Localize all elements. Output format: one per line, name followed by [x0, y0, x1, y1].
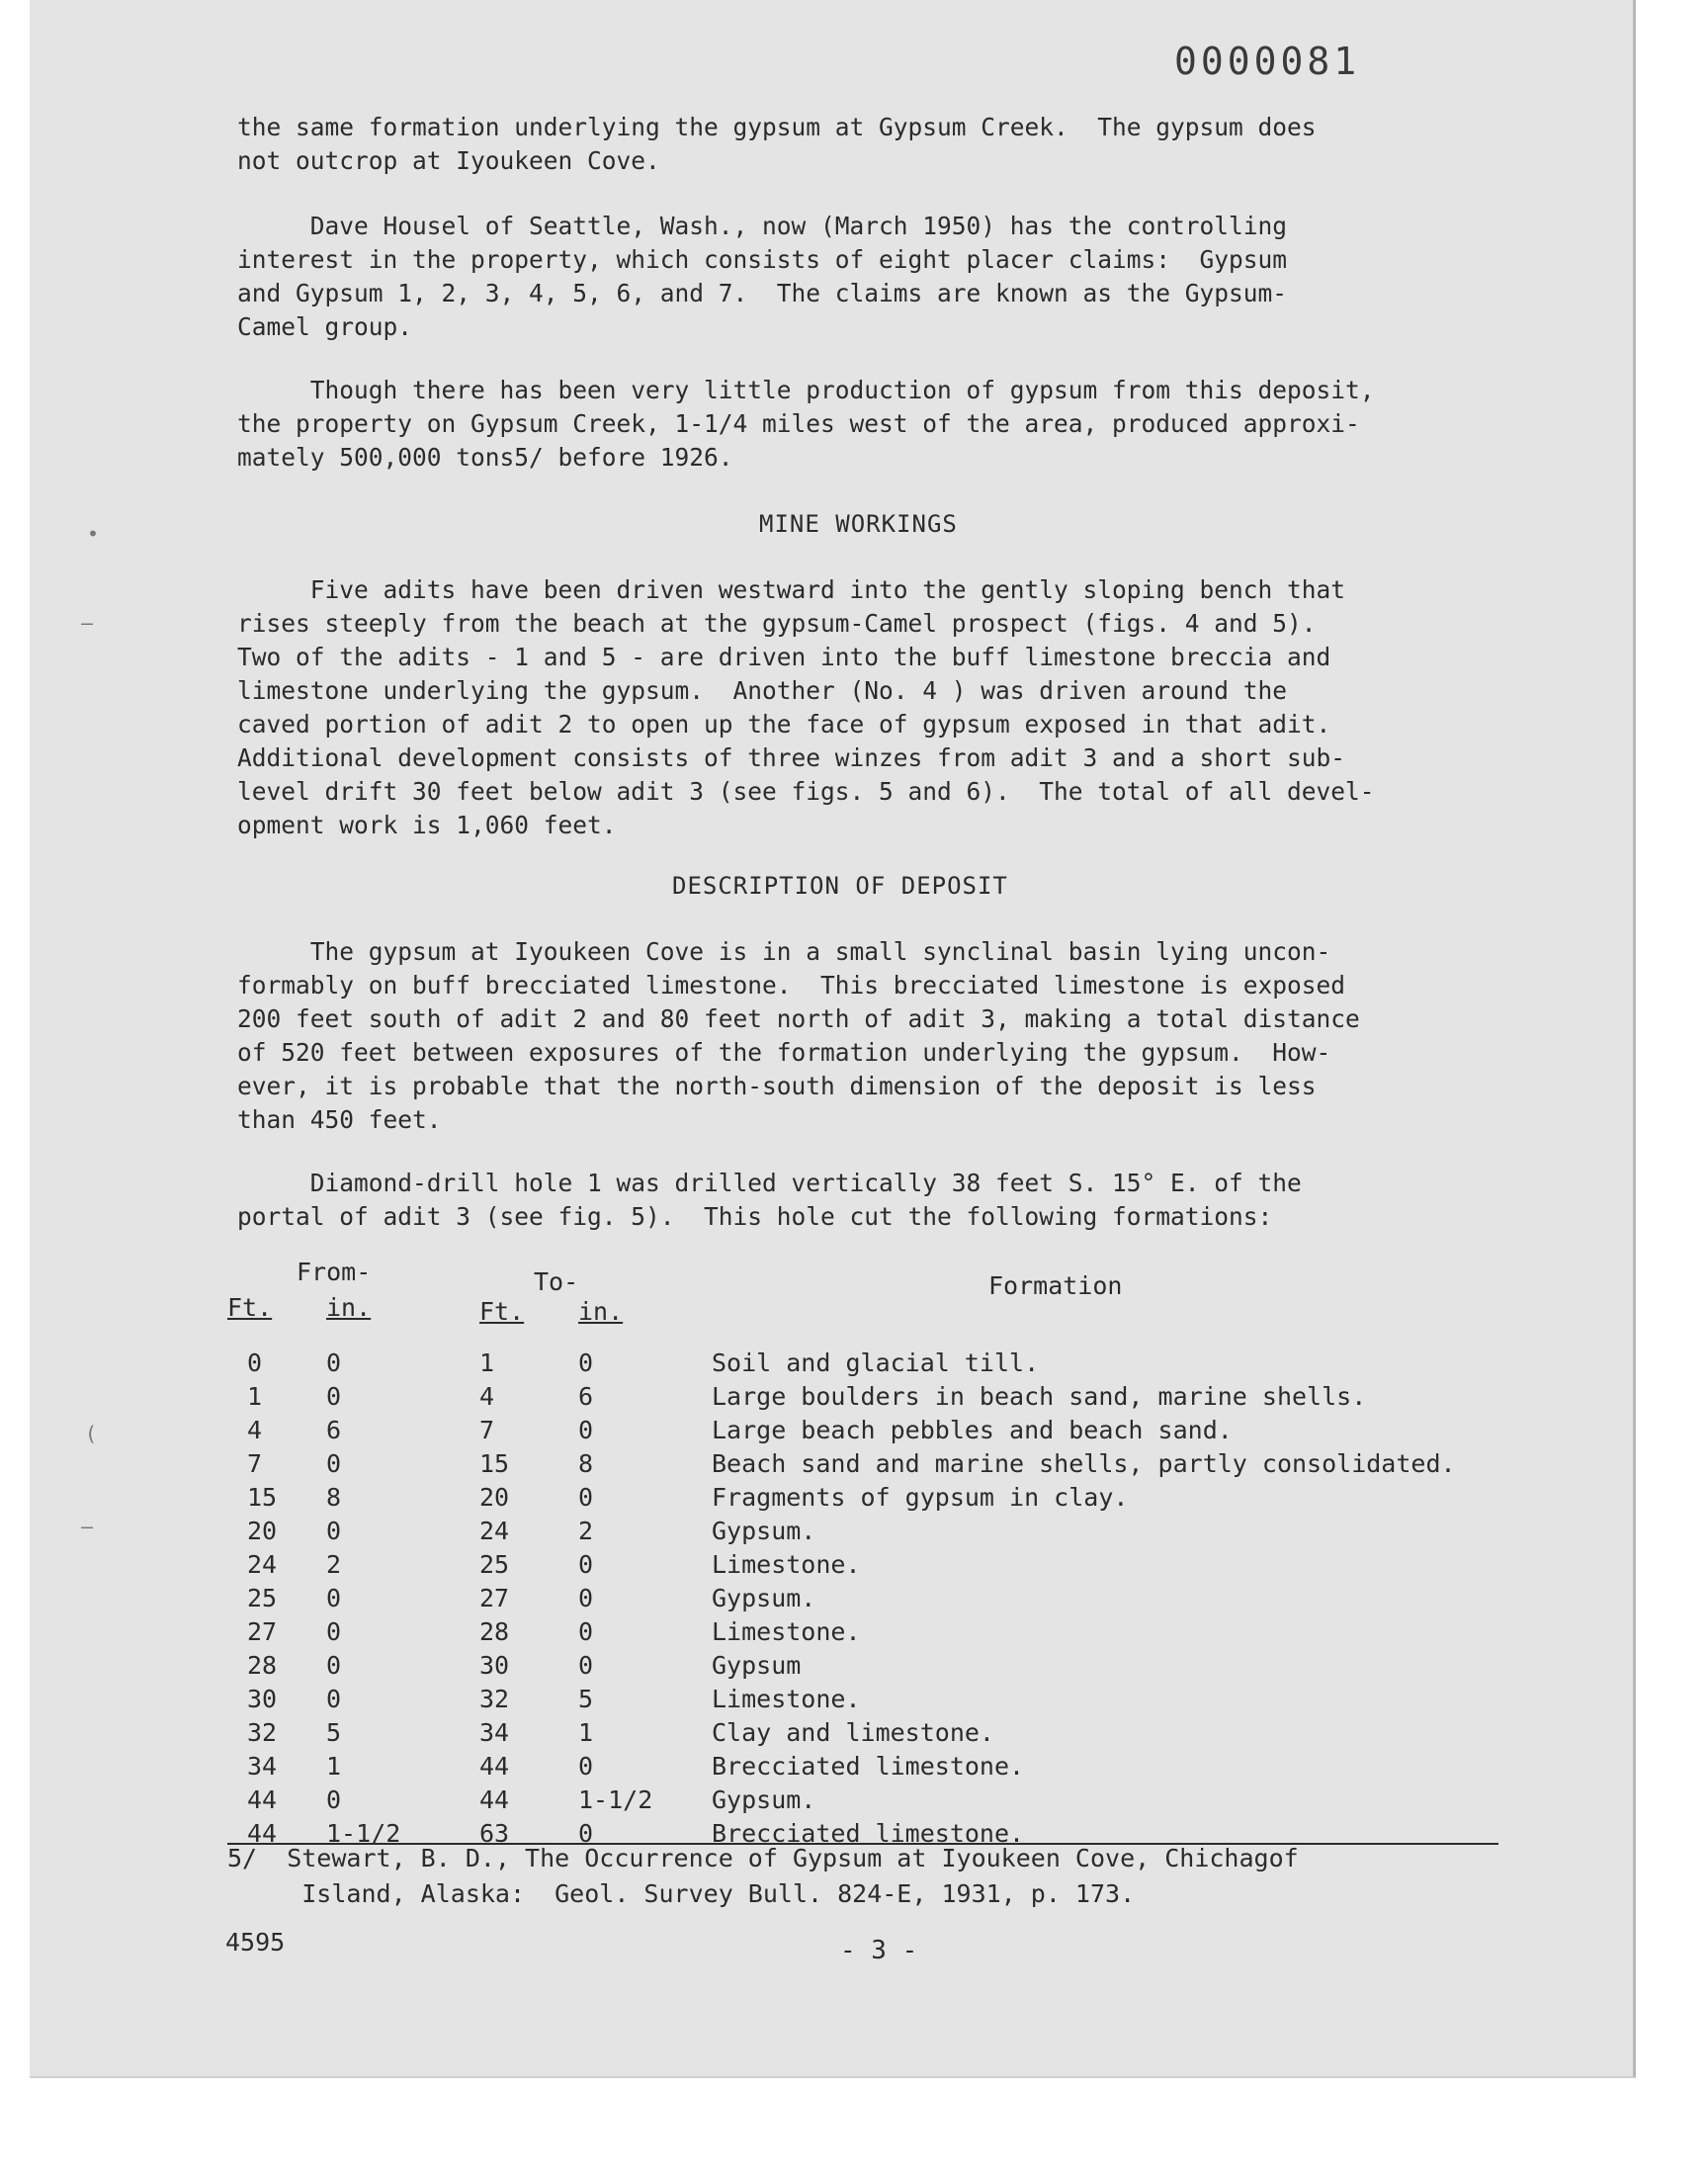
- header-to: To-: [534, 1267, 579, 1296]
- cell-from-ft: 0: [247, 1348, 263, 1377]
- cell-to-in: 0: [578, 1617, 594, 1646]
- header-to-ft: Ft.: [479, 1297, 525, 1326]
- cell-to-ft: 27: [479, 1584, 510, 1612]
- cell-from-ft: 30: [247, 1685, 278, 1713]
- cell-to-ft: 44: [479, 1785, 510, 1814]
- header-from-in: in.: [326, 1293, 372, 1322]
- cell-from-in: 1: [326, 1752, 342, 1781]
- cell-to-in: 0: [578, 1348, 594, 1377]
- paragraph-drill-hole: Diamond-drill hole 1 was drilled vertically 38 feet S. 15° E. of the portal of adit 3 (see fig. 5). This hole cut the following formations:: [237, 1169, 1302, 1231]
- cell-to-in: 0: [578, 1550, 594, 1579]
- cell-from-ft: 28: [247, 1651, 278, 1680]
- table-row: [227, 1449, 1552, 1483]
- cell-to-ft: 28: [479, 1617, 510, 1646]
- cell-from-in: 0: [326, 1685, 342, 1713]
- cell-formation: Clay and limestone.: [712, 1718, 994, 1747]
- cell-from-ft: 25: [247, 1584, 278, 1612]
- cell-formation: Brecciated limestone.: [712, 1752, 1025, 1781]
- cell-from-ft: 15: [247, 1483, 278, 1512]
- cell-to-ft: 1: [479, 1348, 495, 1377]
- cell-from-in: 0: [326, 1584, 342, 1612]
- cell-to-in: 5: [578, 1685, 594, 1713]
- cell-from-in: 0: [326, 1651, 342, 1680]
- cell-to-ft: 44: [479, 1752, 510, 1781]
- cell-formation: Brecciated limestone.: [712, 1819, 1025, 1848]
- table-row: [227, 1517, 1552, 1550]
- cell-formation: Limestone.: [712, 1550, 861, 1579]
- cell-from-ft: 44: [247, 1819, 278, 1848]
- cell-formation: Limestone.: [712, 1617, 861, 1646]
- cell-from-in: 0: [326, 1785, 342, 1814]
- cell-from-in: 2: [326, 1550, 342, 1579]
- paragraph-ownership: Dave Housel of Seattle, Wash., now (March 1950) has the controlling interest in the property, which consists of eight placer claims: Gypsum and Gypsum 1, 2, 3, 4, 5, 6, and 7. The claims are known as the Gypsum- Camel group.: [237, 212, 1288, 341]
- table-row: [227, 1685, 1552, 1718]
- cell-from-ft: 32: [247, 1718, 278, 1747]
- table-row: [227, 1752, 1552, 1785]
- cell-from-in: 0: [326, 1348, 342, 1377]
- cell-to-ft: 20: [479, 1483, 510, 1512]
- table-row: [227, 1382, 1552, 1416]
- cell-formation: Large boulders in beach sand, marine shells.: [712, 1382, 1367, 1411]
- cell-to-in: 0: [578, 1752, 594, 1781]
- cell-formation: Gypsum.: [712, 1517, 816, 1545]
- cell-from-ft: 34: [247, 1752, 278, 1781]
- header-from: From-: [297, 1258, 372, 1286]
- cell-formation: Gypsum.: [712, 1584, 816, 1612]
- cell-formation: Gypsum.: [712, 1785, 816, 1814]
- cell-from-in: 0: [326, 1449, 342, 1478]
- punch-mark: •: [87, 522, 100, 546]
- footnote: 5/ Stewart, B. D., The Occurrence of Gypsum at Iyoukeen Cove, Chichagof Island, Alaska: Geol. Survey Bull. 824-E, 1931, p. 173.: [227, 1844, 1299, 1908]
- cell-to-in: 2: [578, 1517, 594, 1545]
- cell-formation: Limestone.: [712, 1685, 861, 1713]
- cell-to-ft: 15: [479, 1449, 510, 1478]
- cell-from-in: 0: [326, 1617, 342, 1646]
- cell-from-ft: 7: [247, 1449, 263, 1478]
- table-row: [227, 1785, 1552, 1819]
- table-row: [227, 1584, 1552, 1617]
- cell-from-ft: 44: [247, 1785, 278, 1814]
- cell-from-in: 8: [326, 1483, 342, 1512]
- cell-to-in: 0: [578, 1819, 594, 1848]
- heading-mine-workings: MINE WORKINGS: [759, 510, 958, 538]
- cell-from-ft: 20: [247, 1517, 278, 1545]
- cell-from-ft: 24: [247, 1550, 278, 1579]
- cell-to-ft: 25: [479, 1550, 510, 1579]
- table-row: [227, 1416, 1552, 1449]
- paragraph-gypsum-creek: the same formation underlying the gypsum at Gypsum Creek. The gypsum does not outcrop at Iyoukeen Cove.: [237, 113, 1317, 175]
- cell-formation: Beach sand and marine shells, partly consolidated.: [712, 1449, 1456, 1478]
- cell-to-ft: 4: [479, 1382, 495, 1411]
- table-row: [227, 1550, 1552, 1584]
- table-row: [227, 1617, 1552, 1651]
- document-number: 4595: [225, 1928, 286, 1957]
- punch-mark: (: [85, 1422, 98, 1445]
- cell-from-in: 0: [326, 1382, 342, 1411]
- cell-to-ft: 30: [479, 1651, 510, 1680]
- page-number: - 3 -: [840, 1936, 918, 1965]
- header-formation: Formation: [988, 1271, 1123, 1300]
- document-page: [30, 0, 1636, 2078]
- cell-from-in: 1-1/2: [326, 1819, 401, 1848]
- cell-to-in: 0: [578, 1651, 594, 1680]
- cell-to-ft: 7: [479, 1416, 495, 1444]
- paragraph-description: The gypsum at Iyoukeen Cove is in a small synclinal basin lying uncon- formably on buff brecciated limestone. This brecciated limestone is exposed 200 feet south of adit 2 and 80 feet north of adit 3, making a total distance of 520 feet between exposures of the formation underlying the gypsum. How- ever, it is probable that the north-south dimension of the deposit is less than 450 feet.: [237, 937, 1360, 1134]
- cell-to-in: 1-1/2: [578, 1785, 653, 1814]
- heading-description-of-deposit: DESCRIPTION OF DEPOSIT: [672, 872, 1008, 900]
- cell-to-in: 1: [578, 1718, 594, 1747]
- cell-formation: Gypsum: [712, 1651, 802, 1680]
- cell-to-in: 0: [578, 1416, 594, 1444]
- cell-to-in: 8: [578, 1449, 594, 1478]
- table-row: [227, 1483, 1552, 1517]
- serial-number: 0000081: [1174, 40, 1361, 83]
- cell-from-in: 6: [326, 1416, 342, 1444]
- punch-mark: –: [81, 611, 94, 635]
- cell-from-in: 0: [326, 1517, 342, 1545]
- paragraph-mine-workings: Five adits have been driven westward into the gently sloping bench that rises steeply from the beach at the gypsum-Camel prospect (figs. 4 and 5). Two of the adits - 1 and 5 - are driven into the buff limestone breccia and limestone underlying the gypsum. Another (No. 4 ) was driven around the caved portion of adit 2 to open up the face of gypsum exposed in that adit. Additional development consists of three winzes from adit 3 and a short sub- level drift 30 feet below adit 3 (see figs. 5 and 6). The total of all devel- opment work is 1,060 feet.: [237, 575, 1375, 839]
- cell-formation: Soil and glacial till.: [712, 1348, 1040, 1377]
- paragraph-production: Though there has been very little production of gypsum from this deposit, the property on Gypsum Creek, 1-1/4 miles west of the area, produced approxi- mately 500,000 tons5/ before 1926.: [237, 376, 1375, 472]
- punch-mark: –: [81, 1515, 94, 1538]
- cell-formation: Large beach pebbles and beach sand.: [712, 1416, 1233, 1444]
- cell-to-ft: 32: [479, 1685, 510, 1713]
- cell-to-ft: 63: [479, 1819, 510, 1848]
- header-from-ft: Ft.: [227, 1293, 273, 1322]
- cell-to-in: 0: [578, 1584, 594, 1612]
- cell-to-ft: 34: [479, 1718, 510, 1747]
- cell-to-in: 6: [578, 1382, 594, 1411]
- cell-formation: Fragments of gypsum in clay.: [712, 1483, 1129, 1512]
- cell-from-in: 5: [326, 1718, 342, 1747]
- cell-from-ft: 27: [247, 1617, 278, 1646]
- table-row: [227, 1651, 1552, 1685]
- table-row: [227, 1718, 1552, 1752]
- header-to-in: in.: [578, 1297, 624, 1326]
- table-row: [227, 1348, 1552, 1382]
- cell-to-in: 0: [578, 1483, 594, 1512]
- cell-from-ft: 1: [247, 1382, 263, 1411]
- cell-from-ft: 4: [247, 1416, 263, 1444]
- cell-to-ft: 24: [479, 1517, 510, 1545]
